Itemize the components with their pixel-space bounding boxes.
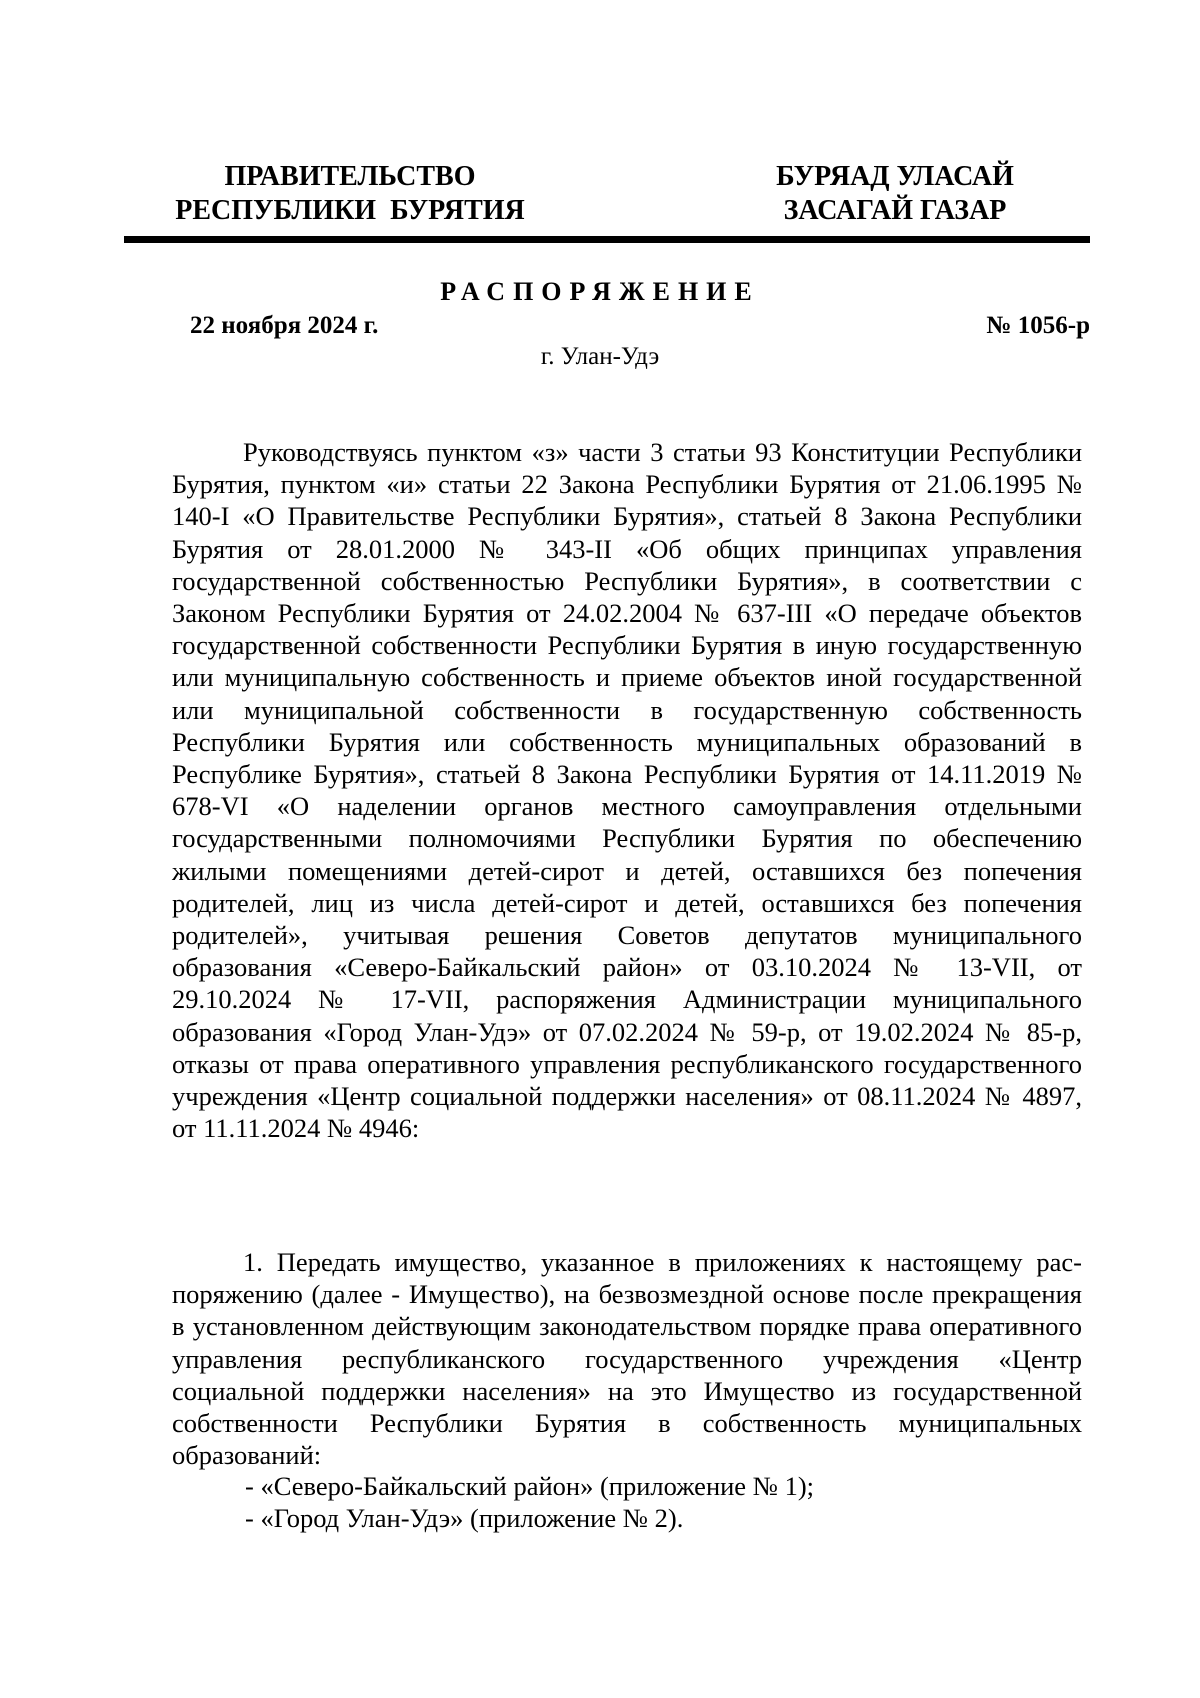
header-right [730, 160, 1060, 228]
header-right-line1: БУРЯАД УЛАСАЙ [776, 161, 1014, 192]
document-city: г. Улан-Удэ [540, 343, 660, 370]
preamble-paragraph [172, 436, 1082, 1144]
document-title: РАСПОРЯЖЕНИЕ [440, 277, 760, 306]
list-item: - «Северо-Байкальский район» (приложение № 1); [245, 1471, 815, 1501]
preamble-text: Руководствуясь пунктом «з» части 3 статьи 93 Конституции Республики Бурятия, пунктом «и» статьи 22 Закона Республики Бурятия от 21.06.1995 № 140-I «О Правительстве Республики Бурятия», статьей 8 Закона Республики Бурятия от 28.01.2000 № 343-II «Об общих принципах управления государственной собственностью Республики Бурятия», в соответствии с Законом Республики Бурятия от 24.02.2004 № 637-III «О передаче объектов государственной собственности Республики Бурятия в иную государственную или муниципальную собственность и приеме объектов иной государственной или муниципальной собственности в государственную собственность Республики Бурятия или собственность муниципальных образований в Республике Бурятия», статьей 8 Закона Республики Бурятия от 14.11.2019 № 678-VI «О наделении органов местного самоуправления отдельными государственными полномочиями Республики Бурятия по обеспечению жилыми помещениями детей-сирот и детей, оставшихся без попечения родителей, лиц из числа детей-сирот и детей, оставшихся без попечения родителей», учитывая решения Советов депутатов муниципального образования «Северо-Байкальский район» от 03.10.2024 № 13-VII, от 29.10.2024 № 17-VII, распоряжения Администрации муниципального образования «Город Улан-Удэ» от 07.02.2024 № 59-р, от 19.02.2024 № 85-р, отказы от права оперативного управления республиканского государственного учреждения «Центр социальной поддержки населения» от 08.11.2024 № 4897, от 11.11.2024 № 4946: [172, 437, 1082, 1144]
document-date: 22 ноября 2024 г. [190, 312, 379, 339]
header-left [170, 160, 530, 228]
clause-1-text: 1. Передать имущество, указанное в приложениях к настоящему распоряжению (далее - Имущество), на безвозмездной основе после прекращения в установленном действующим законодательством порядке права оперативного управления республиканского государственного учреждения «Центр социальной поддержки населения» на это Имущество из государственной собственности Республики Бурятия в собственность муниципальных образований: [172, 1247, 1082, 1471]
list-item: - «Город Улан-Удэ» (приложение № 2). [245, 1503, 684, 1533]
header-divider [124, 236, 1090, 243]
header-left-line1: ПРАВИТЕЛЬСТВО [224, 161, 476, 192]
header-right-line2: ЗАСАГАЙ ГАЗАР [783, 195, 1007, 226]
clause-1-paragraph [172, 1246, 1082, 1471]
document-number: № 1056-р [986, 312, 1090, 339]
header-left-line2: РЕСПУБЛИКИ БУРЯТИЯ [175, 195, 525, 226]
